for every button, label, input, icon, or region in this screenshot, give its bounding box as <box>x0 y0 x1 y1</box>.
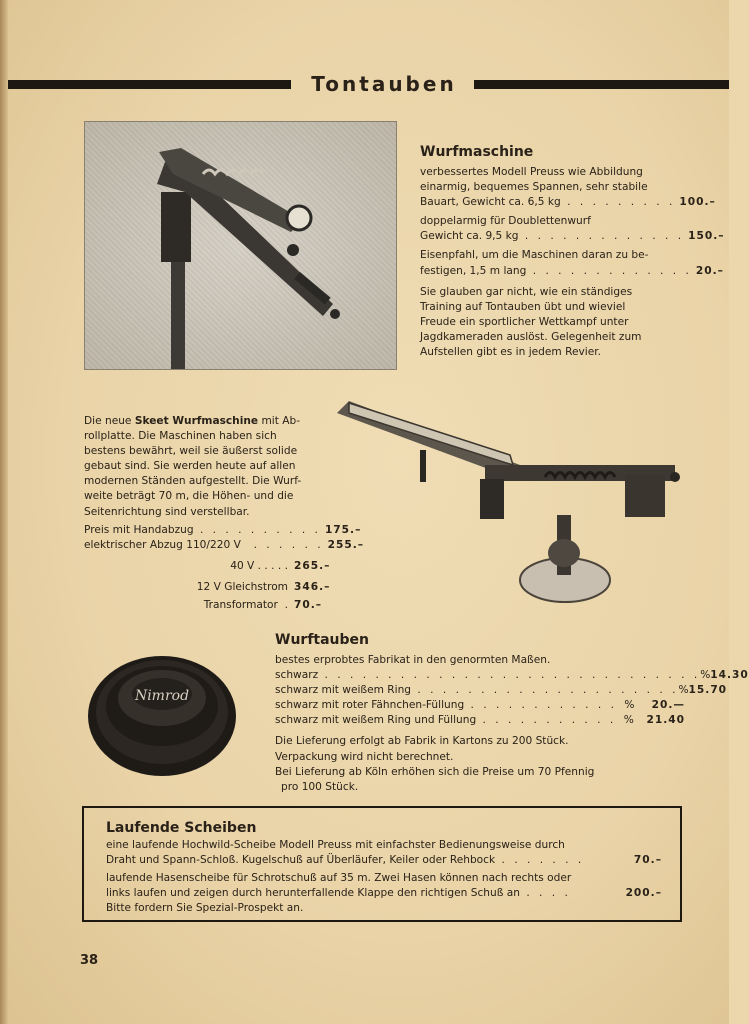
wurftauben-intro: bestes erprobtes Fabrikat in den genormten Maßen. <box>275 654 551 666</box>
skeet-price4-label: 12 V Gleichstrom <box>196 581 288 594</box>
laufende-scheiben-box <box>82 806 682 922</box>
skeet-price5-row <box>84 598 354 613</box>
dot-leader: . . . . . . <box>240 539 324 552</box>
wurftauben-title: Wurftauben <box>275 632 369 648</box>
skeet-price4-row <box>84 580 354 595</box>
wurfmaschine-item1-line1: verbessertes Modell Preuss wie Abbildung <box>420 166 643 178</box>
wurftauben-item-price: 14.30 <box>710 669 749 682</box>
page-number: 38 <box>80 953 99 968</box>
skeet-intro-suffix: mit Ab- <box>258 415 301 427</box>
dot-leader: . . . . <box>519 887 571 900</box>
wurftauben-item-row <box>275 668 749 683</box>
wurftauben-description <box>275 653 749 795</box>
skeet-price1-label: Preis mit Handabzug <box>84 524 194 536</box>
skeet-line-3: gebaut sind. Sie werden heute auf allen <box>84 460 296 473</box>
skeet-description <box>84 414 354 520</box>
wurftauben-note-3: Bei Lieferung ab Köln erhöhen sich die Preise um 70 Pfennig <box>275 765 595 778</box>
skeet-price5: 70.– <box>294 599 323 612</box>
wurftauben-item-unit: % <box>623 714 634 727</box>
scheiben-line-2: Draht und Spann-Schloß. Kugelschuß auf Überläufer, Keiler oder Rehbock <box>106 854 496 867</box>
wurftauben-item-label: schwarz <box>275 669 319 682</box>
wurftauben-item-unit: % <box>700 669 711 682</box>
skeet-line-4: modernen Ständen aufgestellt. Die Wurf- <box>84 475 302 488</box>
clay-pigeon-photo <box>86 648 238 778</box>
page-spine-shadow <box>0 0 8 1024</box>
scheiben-price1-row <box>106 853 662 868</box>
scheiben-price2-row <box>106 886 662 901</box>
wurfmaschine-item3-price-row <box>420 264 724 279</box>
wurftauben-item-price: 20.— <box>651 699 685 712</box>
skeet-price1: 175.– <box>324 524 362 536</box>
wurfmaschine-item2-price: 150.– <box>688 230 725 243</box>
wurfmaschine-item1-price: 100.– <box>679 196 716 209</box>
wurftauben-item-label: schwarz mit weißem Ring <box>275 684 412 697</box>
wurftauben-item-unit: % <box>678 684 689 697</box>
wurfmaschine-para-5: Aufstellen gibt es in jedem Revier. <box>420 346 601 359</box>
skeet-machine-photo <box>335 395 685 610</box>
wurftauben-item-label: schwarz mit roter Fähnchen-Füllung <box>275 699 465 712</box>
dot-leader: . . . . . . . . . . . . . . . . . . . . . . . . . . . . . . <box>318 669 701 682</box>
scheiben-line-4: links laufen und zeigen durch herunterfallende Klappe den richtigen Schuß an <box>106 887 520 900</box>
skeet-price2-label: elektrischer Abzug 110/220 V <box>84 539 241 552</box>
skeet-price5-label: Transformator . <box>203 599 288 612</box>
skeet-price3-row <box>84 559 354 574</box>
skeet-price4: 346.– <box>294 581 331 594</box>
wurfmaschine-para-1: Sie glauben gar nicht, wie ein ständiges <box>420 285 633 298</box>
wurftauben-item-unit: % <box>624 699 635 712</box>
wurfmaschine-item3-price: 20.– <box>695 264 724 277</box>
wurfmaschine-para-4: Jagdkameraden auslöst. Gelegenheit zum <box>420 330 642 343</box>
wurftauben-item-row <box>275 698 685 713</box>
scheiben-line-1: eine laufende Hochwild-Scheibe Modell Preuss mit einfachster Bedienungsweise durch <box>106 839 565 851</box>
dot-leader: . . . . . . . . . . . . . <box>518 230 685 243</box>
dot-leader: . . . . . . . <box>495 854 585 867</box>
skeet-price1-row <box>84 523 362 538</box>
dot-leader: . . . . . . . . . . . . <box>464 699 618 712</box>
wurftauben-note-4: pro 100 Stück. <box>281 780 359 793</box>
header-rule-left <box>8 80 291 89</box>
wurfmaschine-item1-line3: Bauart, Gewicht ca. 6,5 kg <box>420 196 561 209</box>
wurfmaschine-photo <box>84 121 397 370</box>
wurfmaschine-item1-price-row <box>420 195 716 210</box>
clay-pigeon-brand: Nimrod <box>134 688 190 704</box>
skeet-price3-label: 40 V . . . . . <box>230 560 288 573</box>
wurfmaschine-description <box>420 165 725 360</box>
page-title: Tontauben <box>311 72 457 96</box>
skeet-line-1: rollplatte. Die Maschinen haben sich <box>84 430 277 443</box>
skeet-price3: 265.– <box>294 560 331 573</box>
wurfmaschine-item2-price-row <box>420 229 725 244</box>
wurftauben-item-row <box>275 713 685 728</box>
wurfmaschine-para-2: Training auf Tontauben übt und wieviel <box>420 300 626 313</box>
header-rule-right <box>474 80 729 89</box>
scheiben-title: Laufende Scheiben <box>106 820 257 836</box>
dot-leader: . . . . . . . . . <box>560 196 676 209</box>
wurfmaschine-item1-line2: einarmig, bequemes Spannen, sehr stabile <box>420 181 648 194</box>
wurfmaschine-item2-line2: Gewicht ca. 9,5 kg <box>420 230 519 243</box>
skeet-intro-prefix: Die neue <box>84 415 135 427</box>
wurftauben-note-2: Verpackung wird nicht berechnet. <box>275 750 454 763</box>
dot-leader: . . . . . . . . . . . . . <box>526 264 692 277</box>
wurfmaschine-title: Wurfmaschine <box>420 144 534 160</box>
wurfmaschine-para-3: Freude ein sportlicher Wettkampf unter <box>420 315 629 328</box>
dot-leader: . . . . . . . . . . <box>193 524 321 536</box>
skeet-intro-bold: Skeet Wurfmaschine <box>134 415 259 427</box>
skeet-price-list <box>84 523 365 613</box>
skeet-intro-line <box>84 414 354 429</box>
skeet-price2: 255.– <box>327 539 365 552</box>
wurftauben-item-label: schwarz mit weißem Ring und Füllung <box>275 714 477 727</box>
wurfmaschine-item3-line1: Eisenpfahl, um die Maschinen daran zu be- <box>420 249 649 262</box>
wurfmaschine-item3-line2: festigen, 1,5 m lang <box>420 264 527 277</box>
dot-leader: . . . . . . . . . . . <box>476 714 617 727</box>
wurftauben-item-price: 15.70 <box>688 684 728 697</box>
wurftauben-item-row <box>275 683 728 698</box>
scheiben-line-5: Bitte fordern Sie Spezial-Prospekt an. <box>106 902 304 915</box>
scheiben-description <box>106 838 662 916</box>
scheiben-price1: 70.– <box>633 854 662 867</box>
wurftauben-item-price: 21.40 <box>646 714 685 727</box>
wurftauben-note-1: Die Lieferung erfolgt ab Fabrik in Kartons zu 200 Stück. <box>275 735 569 748</box>
skeet-line-5: weite beträgt 70 m, die Höhen- und die <box>84 490 294 503</box>
wurfmaschine-item2-line1: doppelarmig für Doublettenwurf <box>420 215 591 228</box>
scheiben-line-3: laufende Hasenscheibe für Schrotschuß auf 35 m. Zwei Hasen können nach rechts oder <box>106 872 572 885</box>
skeet-line-2: bestens bewährt, weil sie äußerst solide <box>84 445 298 458</box>
scheiben-price2: 200.– <box>625 887 662 900</box>
skeet-line-6: Seitenrichtung sind verstellbar. <box>84 505 250 518</box>
dot-leader: . . . . . . . . . . . . . . . . . . . . . <box>411 684 679 697</box>
skeet-price2-row <box>84 538 365 553</box>
